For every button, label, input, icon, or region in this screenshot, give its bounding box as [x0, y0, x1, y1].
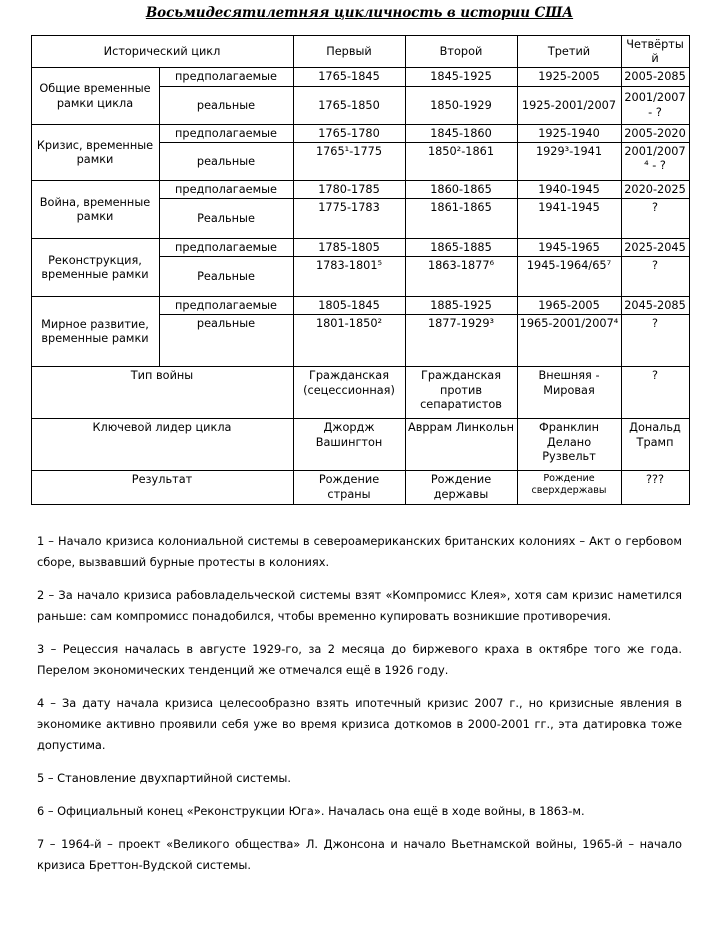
cell-2-1-3: ?: [621, 199, 689, 239]
summary-label-1: Ключевой лидер цикла: [31, 419, 293, 471]
summary-cell-2-2: Рождение сверхдержавы: [517, 471, 621, 505]
table-row: [31, 367, 689, 419]
summary-cell-2-3: ???: [621, 471, 689, 505]
footnotes-list: [37, 531, 682, 876]
table-row: [31, 419, 689, 471]
cell-0-0-1: 1845-1925: [405, 68, 517, 86]
row-kind-3-0: предполагаемые: [159, 239, 293, 257]
cell-2-1-1: 1861-1865: [405, 199, 517, 239]
header-col-fourth: Четвёртый: [621, 36, 689, 68]
summary-cell-0-2: Внешняя - Мировая: [517, 367, 621, 419]
cell-4-0-1: 1885-1925: [405, 297, 517, 315]
table-row: [31, 124, 689, 142]
summary-cell-1-3: Дональд Трамп: [621, 419, 689, 471]
cell-3-1-1: 1863-1877⁶: [405, 257, 517, 297]
summary-cell-0-1: Гражданская против сепаратистов: [405, 367, 517, 419]
cell-4-0-2: 1965-2005: [517, 297, 621, 315]
summary-label-0: Тип войны: [31, 367, 293, 419]
cell-3-1-0: 1783-1801⁵: [293, 257, 405, 297]
footnote-1: 1 – Начало кризиса колониальной системы в североамериканских британских колониях – Акт о гербовом сборе, вызвавший бурные протесты в колониях.: [37, 534, 682, 570]
cell-3-0-2: 1945-1965: [517, 239, 621, 257]
header-col-first: Первый: [293, 36, 405, 68]
footnote-4: 4 – За дату начала кризиса целесообразно взять ипотечный кризис 2007 г., но кризисные явления в экономике активно проявили себя уже во время кризиса доткомов в 2000-2001 гг., эта датировка тоже допустима.: [37, 696, 682, 753]
cell-0-1-1: 1850-1929: [405, 86, 517, 124]
section-label-3: Реконструкция, временные рамки: [31, 239, 159, 297]
cell-2-0-1: 1860-1865: [405, 180, 517, 198]
footnote-6: 6 – Официальный конец «Реконструкции Юга». Началась она ещё в ходе войны, в 1863-м.: [37, 804, 585, 819]
cell-1-1-2: 1929³-1941: [517, 142, 621, 180]
cell-0-1-3: 2001/2007 - ?: [621, 86, 689, 124]
cell-1-0-2: 1925-1940: [517, 124, 621, 142]
document-page: [0, 5, 719, 933]
table-header-row: [31, 36, 689, 68]
row-kind-2-0: предполагаемые: [159, 180, 293, 198]
row-kind-1-0: предполагаемые: [159, 124, 293, 142]
table-row: [31, 297, 689, 315]
footnote-2: 2 – За начало кризиса рабовладельческой системы взят «Компромисс Клея», хотя сам кризис наметился раньше: сам компромисс понадобился, чтобы временно купировать возникшие противоречия.: [37, 588, 682, 624]
header-col-third: Третий: [517, 36, 621, 68]
cell-4-1-0: 1801-1850²: [293, 315, 405, 367]
cell-4-1-1: 1877-1929³: [405, 315, 517, 367]
cell-4-0-0: 1805-1845: [293, 297, 405, 315]
cell-4-1-2: 1965-2001/2007⁴: [517, 315, 621, 367]
summary-cell-0-3: ?: [621, 367, 689, 419]
footnote-5: 5 – Становление двухпартийной системы.: [37, 771, 292, 786]
cell-0-0-3: 2005-2085: [621, 68, 689, 86]
cell-2-0-2: 1940-1945: [517, 180, 621, 198]
cell-3-0-0: 1785-1805: [293, 239, 405, 257]
cell-0-1-0: 1765-1850: [293, 86, 405, 124]
page-title: Восьмидесятилетняя цикличность в истории США: [145, 5, 574, 21]
cell-2-1-0: 1775-1783: [293, 199, 405, 239]
section-label-2: Война, временные рамки: [31, 180, 159, 238]
cell-1-1-0: 1765¹-1775: [293, 142, 405, 180]
section-label-1: Кризис, временные рамки: [31, 124, 159, 180]
historical-cycles-table: [31, 35, 690, 505]
row-kind-4-1: реальные: [159, 315, 293, 367]
cell-0-1-2: 1925-2001/2007: [517, 86, 621, 124]
cell-2-1-2: 1941-1945: [517, 199, 621, 239]
section-label-4: Мирное развитие, временные рамки: [31, 297, 159, 367]
cell-3-0-1: 1865-1885: [405, 239, 517, 257]
footnote-3: 3 – Рецессия началась в августе 1929-го, за 2 месяца до биржевого краха в октябре того же года. Перелом экономических тенденций же отмечался ещё в 1926 году.: [37, 642, 682, 678]
table-body: [31, 36, 689, 505]
table-row: [31, 471, 689, 505]
cell-3-0-3: 2025-2045: [621, 239, 689, 257]
summary-cell-0-0: Гражданская (сецессионная): [293, 367, 405, 419]
cell-3-1-2: 1945-1964/65⁷: [517, 257, 621, 297]
header-cycle-label: Исторический цикл: [31, 36, 293, 68]
footnote-7: 7 – 1964-й – проект «Великого общества» Л. Джонсона и начало Вьетнамской войны, 1965-й – начало кризиса Бреттон-Вудской системы.: [37, 837, 682, 873]
row-kind-4-0: предполагаемые: [159, 297, 293, 315]
summary-label-2: Результат: [31, 471, 293, 505]
cell-4-0-3: 2045-2085: [621, 297, 689, 315]
cell-4-1-3: ?: [621, 315, 689, 367]
cell-2-0-3: 2020-2025: [621, 180, 689, 198]
table-row: [31, 239, 689, 257]
row-kind-1-1: реальные: [159, 142, 293, 180]
row-kind-2-1: Реальные: [159, 199, 293, 239]
summary-cell-1-0: Джордж Вашингтон: [293, 419, 405, 471]
section-label-0: Общие временные рамки цикла: [31, 68, 159, 124]
header-col-second: Второй: [405, 36, 517, 68]
row-kind-0-0: предполагаемые: [159, 68, 293, 86]
cell-1-0-1: 1845-1860: [405, 124, 517, 142]
summary-cell-2-0: Рождение страны: [293, 471, 405, 505]
cell-0-0-2: 1925-2005: [517, 68, 621, 86]
cell-1-1-3: 2001/2007⁴ - ?: [621, 142, 689, 180]
cycle-table-wrapper: [31, 35, 689, 505]
table-row: [31, 180, 689, 198]
row-kind-3-1: Реальные: [159, 257, 293, 297]
summary-cell-1-1: Авррам Линкольн: [405, 419, 517, 471]
cell-0-0-0: 1765-1845: [293, 68, 405, 86]
cell-3-1-3: ?: [621, 257, 689, 297]
row-kind-0-1: реальные: [159, 86, 293, 124]
table-row: [31, 68, 689, 86]
cell-1-0-0: 1765-1780: [293, 124, 405, 142]
cell-1-0-3: 2005-2020: [621, 124, 689, 142]
cell-1-1-1: 1850²-1861: [405, 142, 517, 180]
summary-cell-2-1: Рождение державы: [405, 471, 517, 505]
summary-cell-1-2: Франклин Делано Рузвельт: [517, 419, 621, 471]
cell-2-0-0: 1780-1785: [293, 180, 405, 198]
